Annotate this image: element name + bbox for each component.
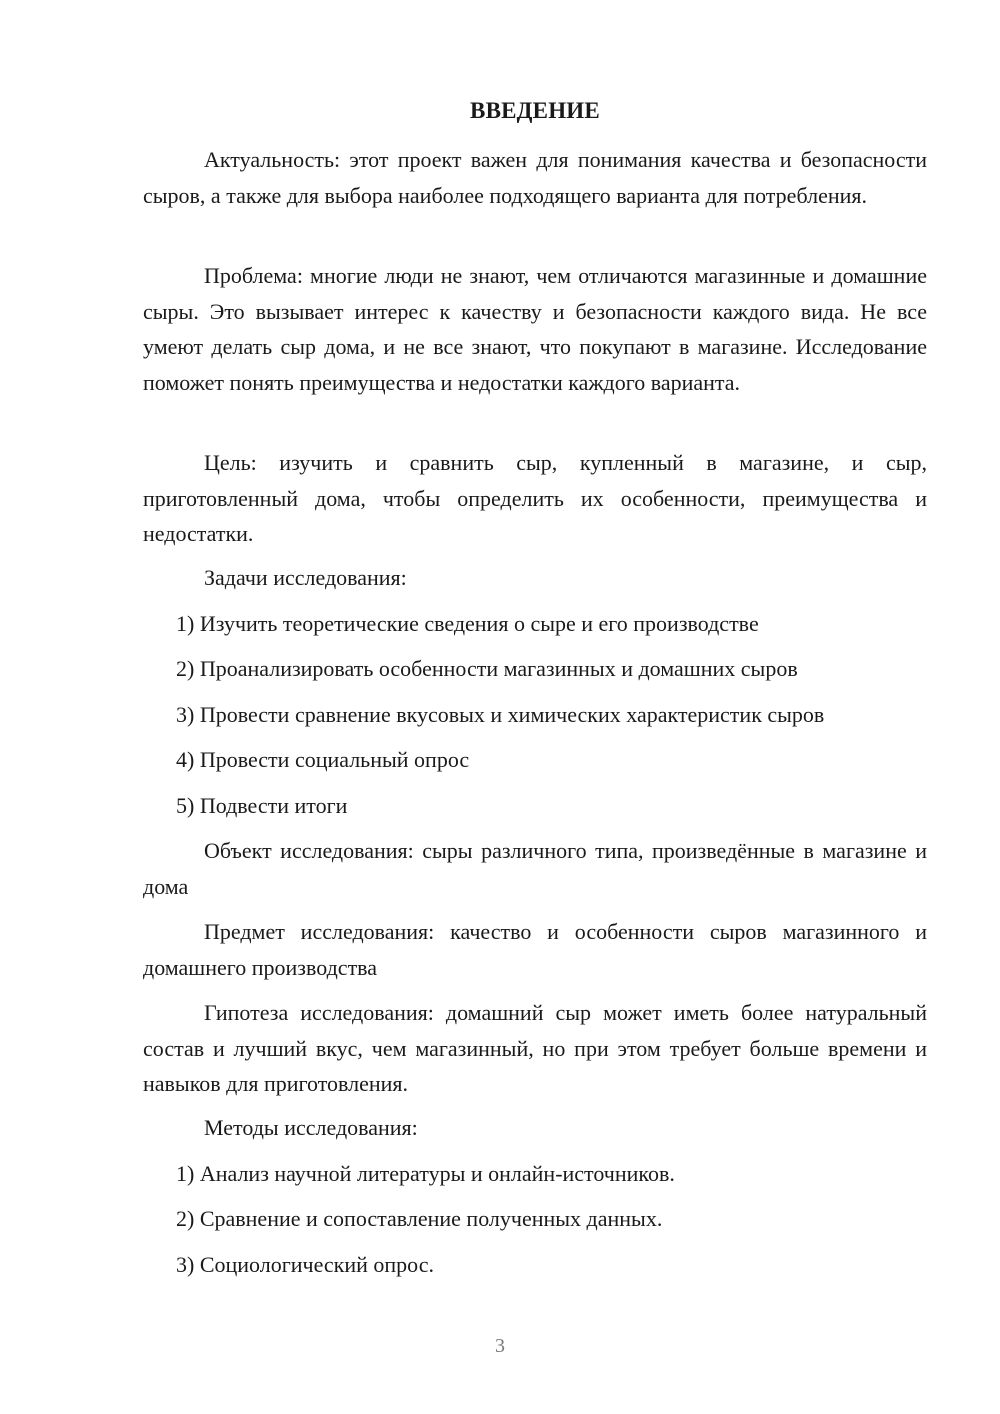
relevance-paragraph: Актуальность: этот проект важен для понимания качества и безопасности сыров, а также для выбора наиболее подходящего варианта для потребления.: [143, 147, 927, 208]
tasks-heading: Задачи исследования:: [204, 565, 407, 590]
problem-paragraph: Проблема: многие люди не знают, чем отличаются магазинные и домашние сыры. Это вызывает интерес к качеству и безопасности каждого вида. Не все умеют делать сыр дома, и не все знают, что покупают в магазине. Исследование поможет понять преимущества и недостатки каждого варианта.: [143, 263, 927, 395]
goal-paragraph: Цель: изучить и сравнить сыр, купленный в магазине, и сыр, приготовленный дома, чтобы определить их особенности, преимущества и недостатки.: [143, 450, 927, 546]
page-number: 3: [495, 1335, 505, 1357]
method-item: 3) Социологический опрос.: [176, 1252, 434, 1277]
task-item: 2) Проанализировать особенности магазинных и домашних сыров: [176, 656, 798, 681]
task-item: 4) Провести социальный опрос: [176, 747, 470, 772]
hypothesis-paragraph: Гипотеза исследования: домашний сыр может иметь более натуральный состав и лучший вкус, чем магазинный, но при этом требует больше времени и навыков для приготовления.: [143, 1000, 927, 1096]
method-item: 1) Анализ научной литературы и онлайн-источников.: [176, 1161, 675, 1186]
methods-heading: Методы исследования:: [204, 1115, 418, 1140]
page-title: ВВЕДЕНИЕ: [470, 98, 600, 123]
method-item: 2) Сравнение и сопоставление полученных данных.: [176, 1206, 663, 1231]
task-item: 5) Подвести итоги: [176, 793, 348, 818]
task-item: 3) Провести сравнение вкусовых и химических характеристик сыров: [176, 702, 825, 727]
object-paragraph: Объект исследования: сыры различного типа, произведённые в магазине и дома: [143, 838, 927, 899]
subject-paragraph: Предмет исследования: качество и особенности сыров магазинного и домашнего производства: [143, 919, 927, 980]
task-item: 1) Изучить теоретические сведения о сыре и его производстве: [176, 611, 759, 636]
